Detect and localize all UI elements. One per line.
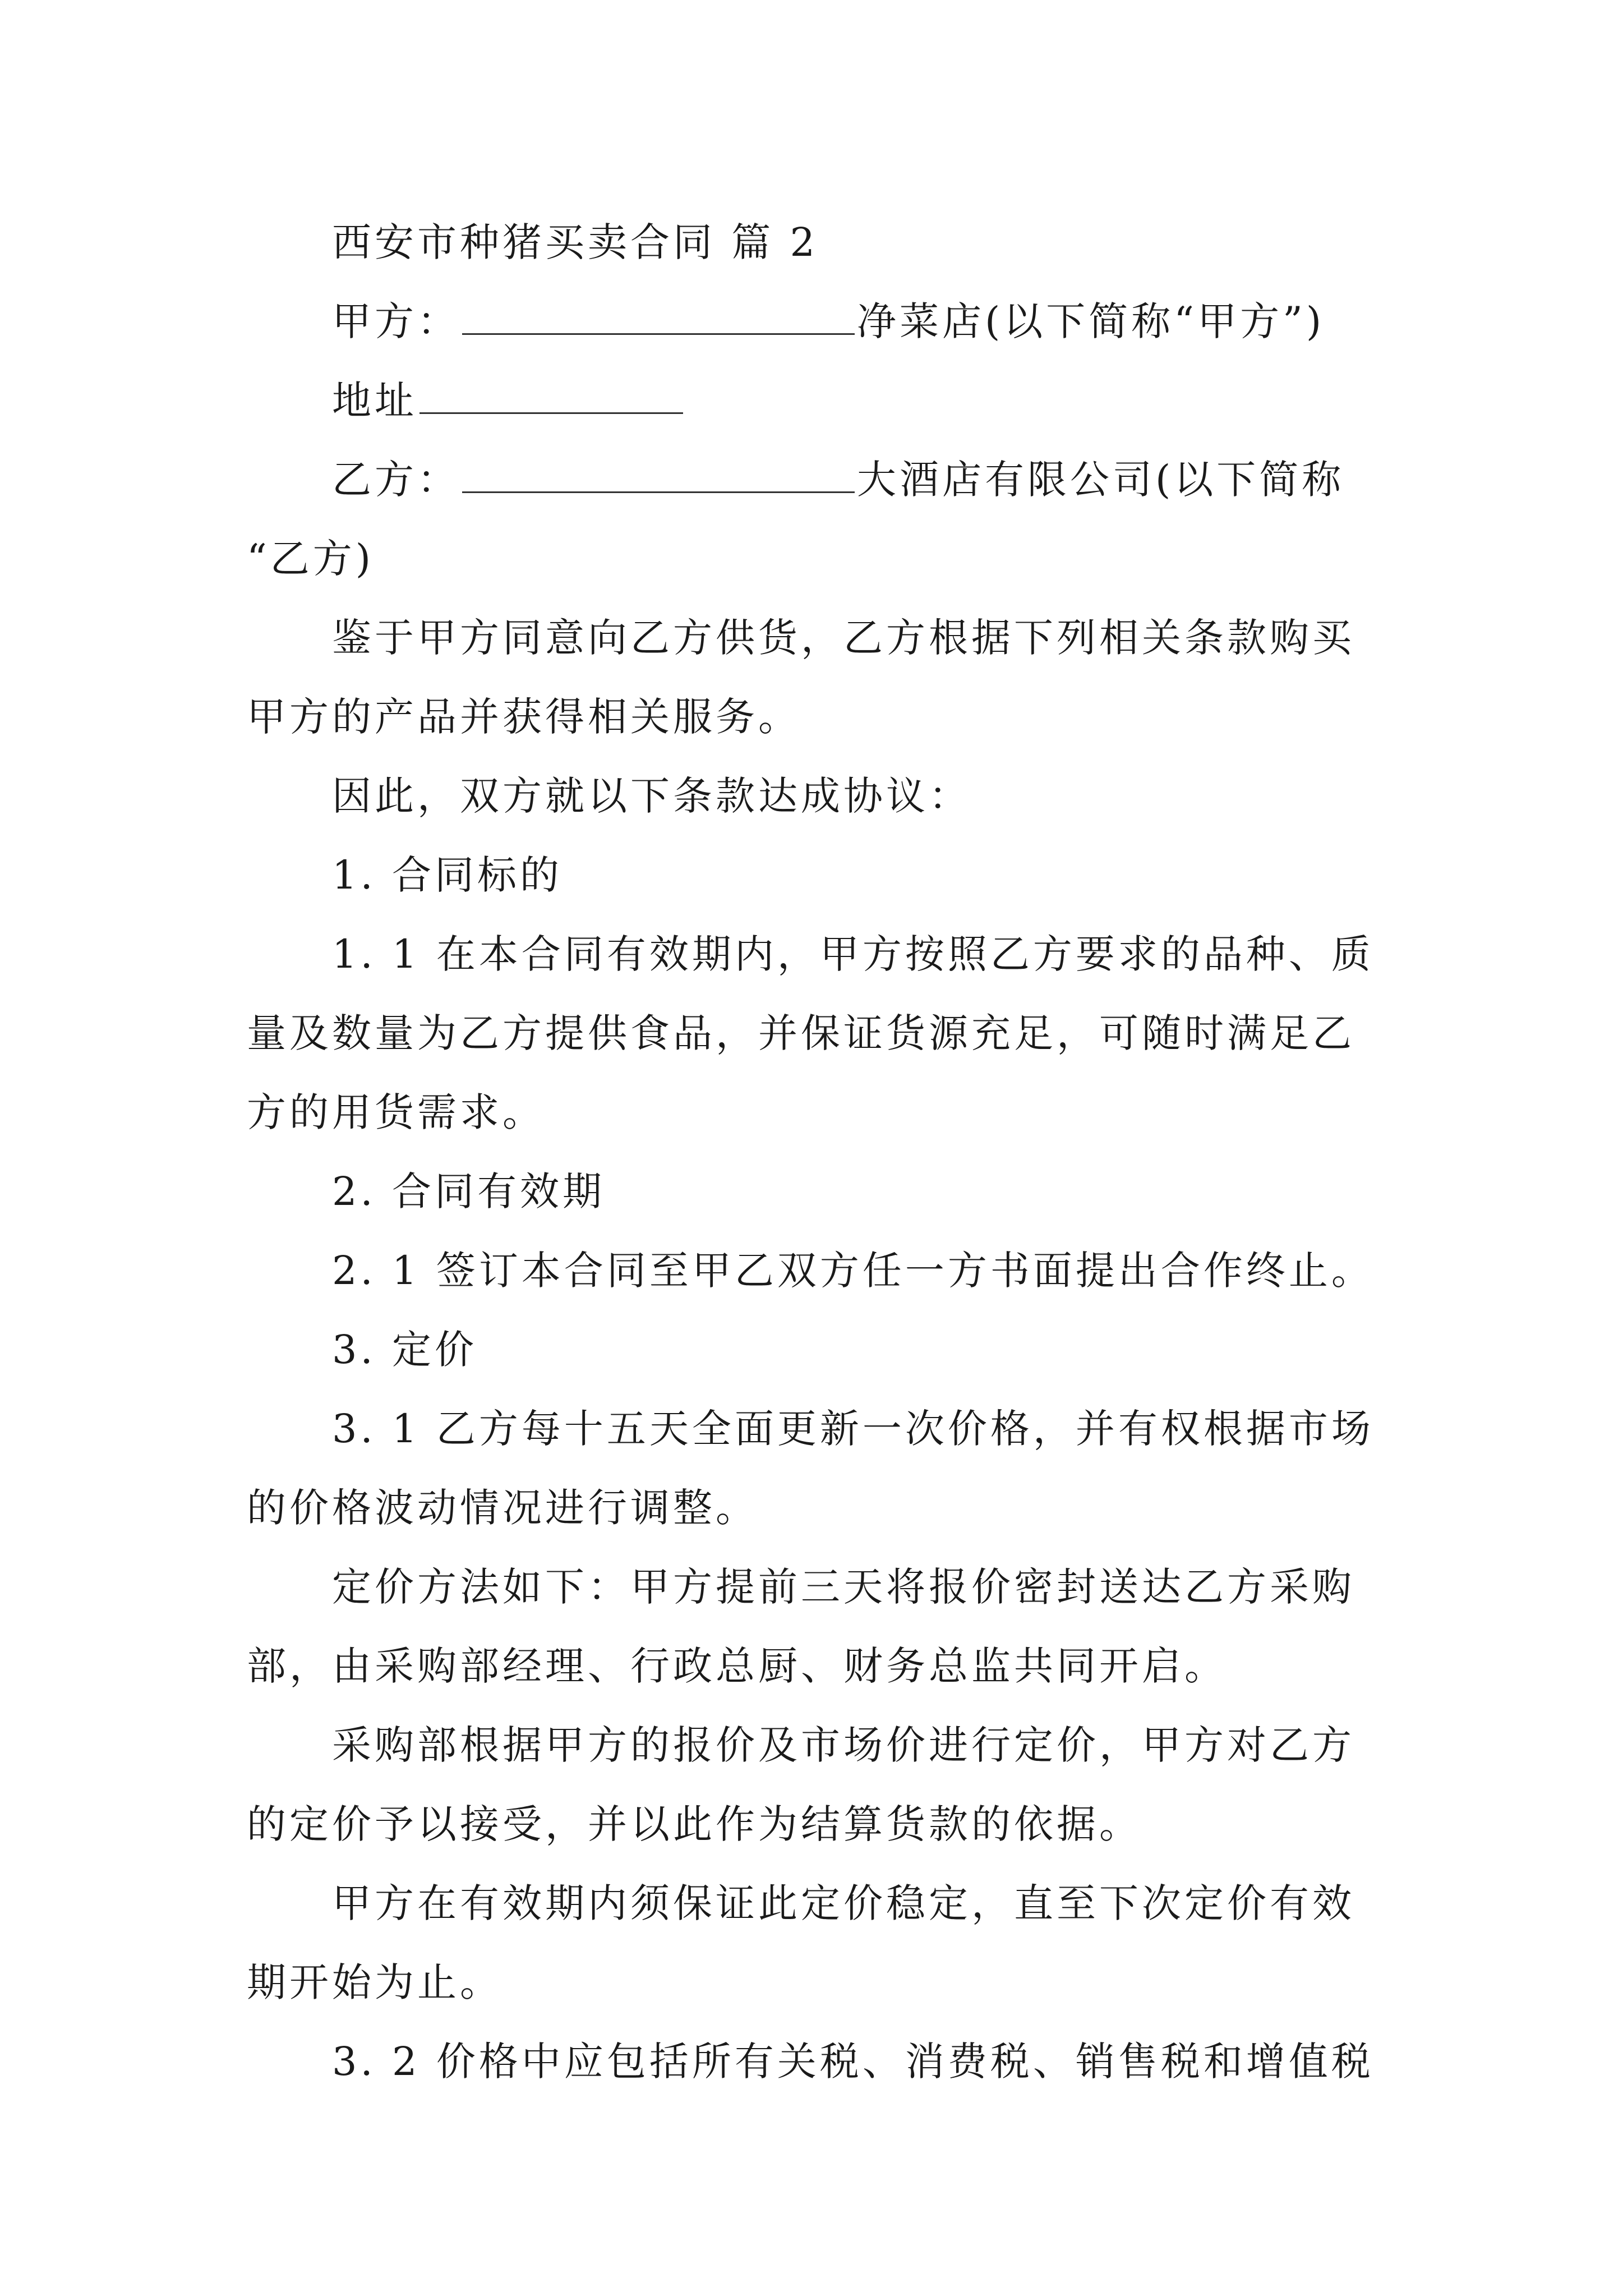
paragraph-line: 鉴于甲方同意向乙方供货，乙方根据下列相关条款购买 — [332, 615, 1355, 661]
party-b-suffix: 大酒店有限公司(以下简称 — [857, 457, 1345, 503]
address-label: 地址 — [332, 378, 417, 424]
paragraph-line: 因此，双方就以下条款达成协议： — [332, 773, 971, 819]
paragraph-line: 1. 1 在本合同有效期内，甲方按照乙方要求的品种、质 — [332, 931, 1374, 977]
paragraph-line: 量及数量为乙方提供食品，并保证货源充足，可随时满足乙 — [247, 1010, 1355, 1056]
party-b-blank — [462, 457, 855, 493]
paragraph-line: 方的用货需求。 — [247, 1089, 545, 1135]
paragraph-line: 2. 1 签订本合同至甲乙双方任一方书面提出合作终止。 — [332, 1248, 1374, 1294]
paragraph-line: 的价格波动情况进行调整。 — [247, 1485, 758, 1531]
paragraph-line: 的定价予以接受，并以此作为结算货款的依据。 — [247, 1801, 1142, 1847]
paragraph-line: 定价方法如下：甲方提前三天将报价密封送达乙方采购 — [332, 1564, 1355, 1610]
paragraph-line: 部，由采购部经理、行政总厨、财务总监共同开启。 — [247, 1643, 1227, 1689]
document-title: 西安市种猪买卖合同 篇 2 — [332, 219, 819, 265]
address-line — [247, 361, 1385, 440]
paragraph-line: 采购部根据甲方的报价及市场价进行定价，甲方对乙方 — [332, 1722, 1355, 1768]
document-body — [247, 203, 1385, 2101]
paragraph-line: 甲方在有效期内须保证此定价稳定，直至下次定价有效 — [332, 1880, 1355, 1926]
section-heading: 1. 合同标的 — [332, 852, 563, 898]
paragraph-line: 甲方的产品并获得相关服务。 — [247, 694, 801, 740]
paragraph-line: 3. 2 价格中应包括所有关税、消费税、销售税和增值税 — [332, 2039, 1374, 2085]
party-a-suffix: 净菜店(以下简称“甲方”) — [857, 298, 1325, 344]
address-blank — [419, 378, 683, 414]
section-heading: 3. 定价 — [332, 1327, 478, 1373]
party-a-label: 甲方： — [332, 298, 460, 344]
paragraph-line: 3. 1 乙方每十五天全面更新一次价格，并有权根据市场 — [332, 1406, 1374, 1452]
party-a-line — [247, 282, 1385, 361]
section-heading: 2. 合同有效期 — [332, 1168, 606, 1214]
party-a-blank — [462, 298, 855, 335]
paragraph-line: 期开始为止。 — [247, 1959, 502, 2005]
party-b-label: 乙方： — [332, 457, 460, 503]
party-b-continuation: “乙方) — [247, 536, 375, 582]
party-b-line — [247, 440, 1385, 519]
